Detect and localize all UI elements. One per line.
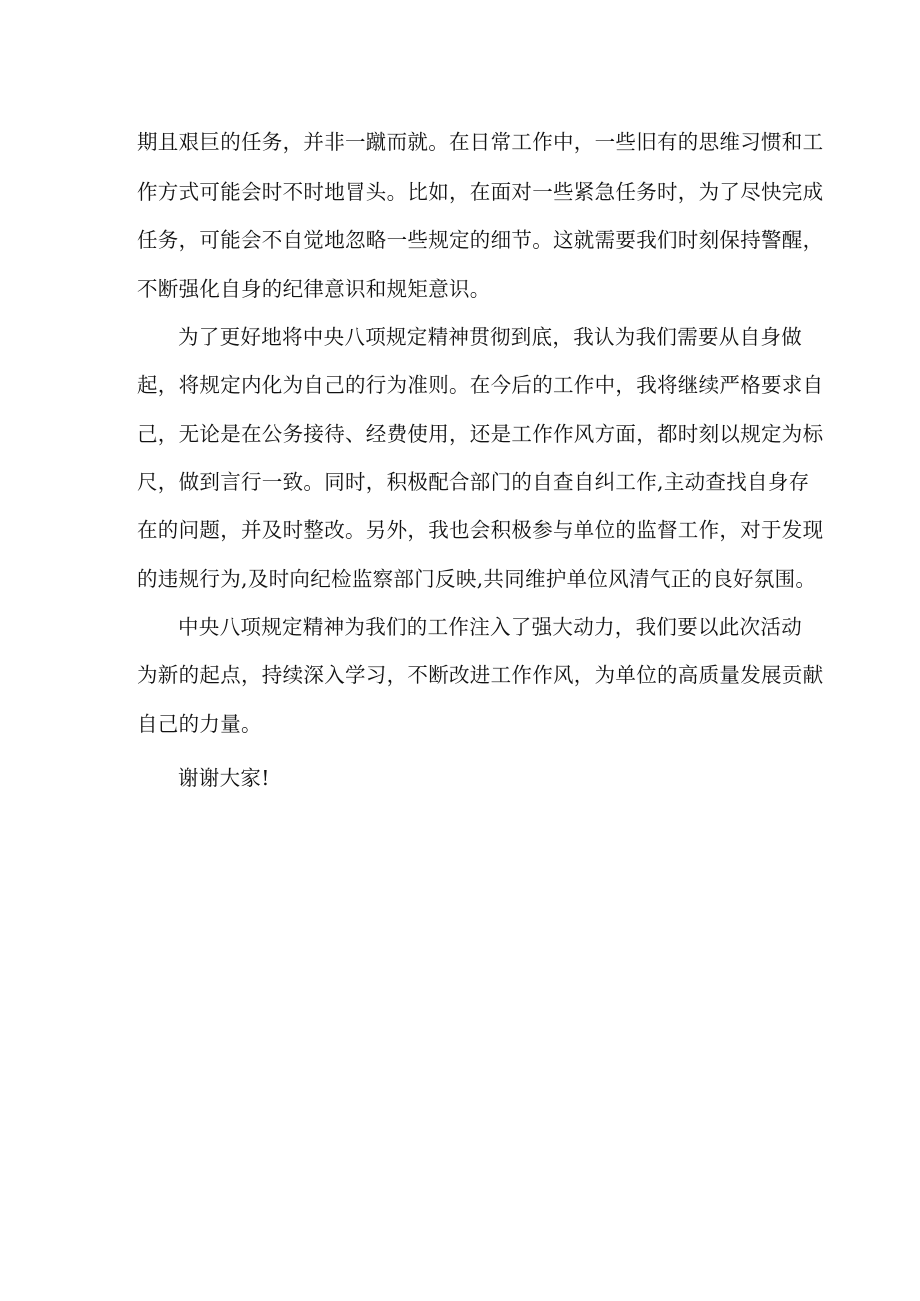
- text-line: 中央八项规定精神为我们的工作注入了强大动力，我们要以此次活动: [178, 615, 802, 639]
- text-line: 尺，做到言行一致。同时，积极配合部门的自查自纠工作,主动查找自身存: [137, 470, 810, 494]
- text-line: 己，无论是在公务接待、经费使用，还是工作作风方面，都时刻以规定为标: [137, 422, 824, 446]
- text-line: 任务，可能会不自觉地忽略一些规定的细节。这就需要我们时刻保持警醒，: [137, 228, 824, 252]
- text-line: 作方式可能会时不时地冒头。比如，在面对一些紧急任务时，为了尽快完成: [137, 180, 824, 204]
- text-line: 不断强化自身的纪律意识和规矩意识。: [137, 277, 491, 301]
- text-line: 的违规行为,及时向纪检监察部门反映,共同维护单位风清气正的良好氛围。: [137, 567, 817, 591]
- text-line: 在的问题，并及时整改。另外，我也会积极参与单位的监督工作，对于发现: [137, 518, 824, 542]
- text-line: 起，将规定内化为自己的行为准则。在今后的工作中，我将继续严格要求自: [137, 373, 824, 397]
- text-line: 为新的起点，持续深入学习，不断改进工作作风，为单位的高质量发展贡献: [137, 663, 824, 687]
- text-line: 期且艰巨的任务，并非一蹴而就。在日常工作中，一些旧有的思维习惯和工: [137, 130, 824, 154]
- closing-line: 谢谢大家!: [178, 766, 270, 790]
- text-line: 为了更好地将中央八项规定精神贯彻到底，我认为我们需要从自身做: [178, 325, 802, 349]
- text-line: 自己的力量。: [137, 712, 262, 736]
